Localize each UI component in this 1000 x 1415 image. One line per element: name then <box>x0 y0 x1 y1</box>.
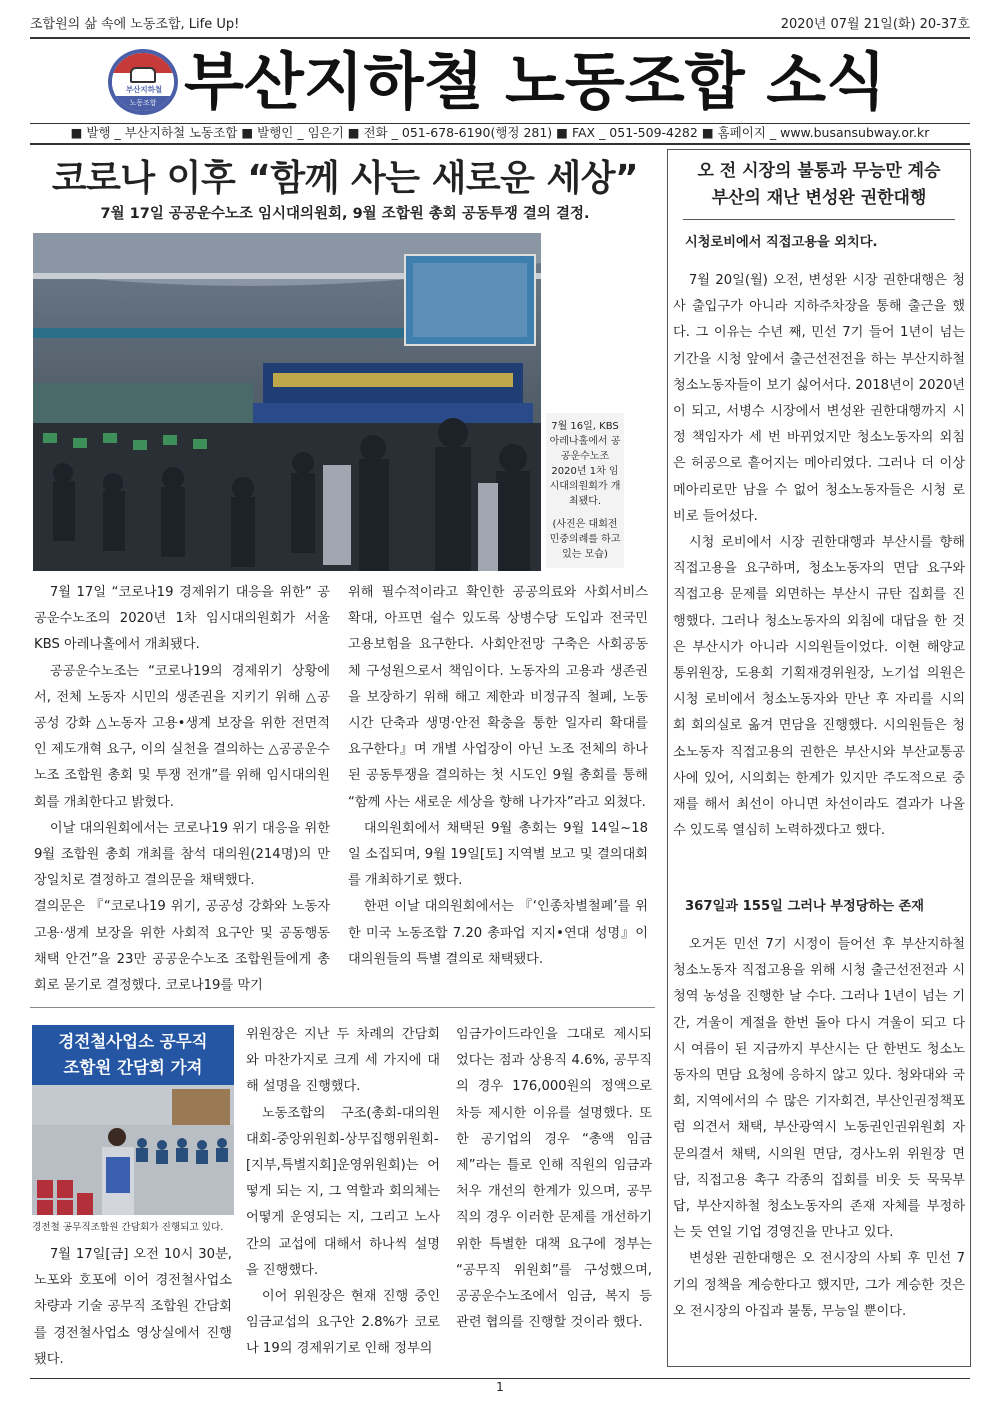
photo-caption: 경전철 공무직조합원 간담회가 진행되고 있다. <box>32 1222 224 1233</box>
side-article-title <box>667 158 971 212</box>
divider <box>30 37 970 39</box>
side-title-line: 오 전 시장의 불통과 무능만 계승 <box>697 161 941 181</box>
paragraph: 위원장은 지난 두 차례의 간담회와 마찬가지로 크게 세 가지에 대해 설명을 진행했다. <box>246 1027 440 1095</box>
main-headline: 코로나 이후 “함께 사는 새로운 세상” <box>51 158 639 199</box>
logo-text: 부산지하철 <box>125 85 163 94</box>
divider <box>683 219 955 220</box>
paragraph: 시청 로비에서 시장 권한대행과 부산시를 향해 직접고용을 요구하며, 청소노동자의 면담 요구와 직접고용 문제를 외면하는 부산시 규탄 집회를 진행했다. 그러나 청소노동자의 외침에 대답을 한 것은 부산시가 아니라 시의원들이었다. 이현 해양교통위원장, 도용회 기획재경위원장, 노기섭 의원은 시청 로비에서 청소노동자와 만난 후 자리를 시의회 회의실로 옮겨 면담을 진행했다. 시의원들은 청소노동자 직접고용의 권한은 부산시와 부산교통공사에 있어, 시의회는 한계가 있지만 주도적으로 중재를 해서 최선이 아니면 차선이라도 결과가 나올 수 있도록 열심히 노력하겠다고 했다. <box>673 535 965 839</box>
side-subheading: 시청로비에서 직접고용을 외치다. <box>685 235 878 250</box>
issue-date: 2020년 07월 21일(화) 20-37호 <box>780 17 970 32</box>
bottom-article-column-1 <box>34 1242 232 1373</box>
paragraph: 이날 대의원회에서는 코로나19 위기 대응을 위한 9월 조합원 총회 개최를 참석 대의원(214명)의 만장일치로 결정하고 결의문을 채택했다. <box>34 820 330 889</box>
side-article-body-2 <box>673 932 965 1325</box>
divider <box>30 1007 655 1008</box>
paragraph: 7월 17일 “코로나19 경제위기 대응을 위한” 공공운수노조의 2020년 1차 임시대의원회가 서울 KBS 아레나홀에서 개최됐다. <box>34 585 330 653</box>
paragraph: 노동조합의 구조(총회-대의원대회-중앙위원회-상무집행위원회-[지부,특별지회]운영위원회)는 어떻게 되는 지, 그 역할과 회의체는 어떻게 운영되는 지, 그리고 노사 간의 교섭에 대해서 하나씩 설명을 진행했다. <box>246 1105 440 1278</box>
meeting-photo <box>32 1085 234 1215</box>
main-article-column-2 <box>348 580 648 973</box>
bottom-title-line: 경전철사업소 공무직 <box>58 1032 208 1051</box>
logo-subtext: 노동조합 <box>112 96 174 111</box>
paragraph: 변성완 권한대행은 오 전시장의 사퇴 후 민선 7기의 정책을 계승한다고 했지만, 그가 계승한 것은 오 전시장의 아집과 불통, 무능일 뿐이다. <box>673 1251 965 1319</box>
paragraph: 7월 17일[금] 오전 10시 30분, 노포와 호포에 이어 경전철사업소 차량과 기술 공무직 조합원 간담회를 경전철사업소 영상실에서 진행됐다. <box>34 1247 232 1367</box>
photo-caption <box>546 413 624 568</box>
paragraph: 위해 필수적이라고 확인한 공공의료와 사회서비스 확대, 아프면 쉴수 있도록 상병수당 도입과 전국민 고용보험을 요구한다. 사회안전망 구축은 사회공동체 구성원으로서 책임이다. 노동자의 고용과 생존권을 보장하기 위해 해고 제한과 비정규직 철폐, 노동시간 단축과 생명·안전 확충을 통한 일자리 확대를 요구한다』며 개별 사업장이 아닌 노조 전체의 하나된 공동투쟁을 결의하는 첫 시도인 9월 총회를 통해 “함께 사는 새로운 세상을 향해 나가자”라고 외쳤다. <box>348 585 648 810</box>
bottom-article-column-3 <box>456 1022 652 1336</box>
paragraph: 이어 위원장은 현재 진행 중인 임금교섭의 요구안 2.8%가 코로나 19의 경제위기로 인해 정부의 <box>246 1289 440 1357</box>
paragraph: 7월 20일(월) 오전, 변성완 시장 권한대행은 청사 출입구가 아니라 지하주차장을 통해 출근을 했다. 그 이유는 수년 째, 민선 7기 들어 1년이 넘는 기간을 시청 앞에서 출근선전전을 하는 부산지하철 청소노동자들이 보기 싫어서다. 2018년이 2020년이 되고, 서병수 시장에서 변성완 권한대행까지 시정 책임자가 세 번 바뀌었지만 청소노동자의 외침은 허공으로 흩어지는 메아리였다. 그러나 더 이상 메아리로만 남을 수 없어 청소노동자들은 시청 로비로 들어섰다. <box>673 273 965 524</box>
bottom-title-line: 조합원 간담회 가져 <box>63 1058 203 1077</box>
main-subhead: 7월 17일 공공운수노조 임시대의원회, 9월 조합원 총회 공동투쟁 결의 결정. <box>100 206 590 222</box>
caption-note: (사진은 대회전 민중의례를 하고 있는 모습) <box>549 519 621 560</box>
main-article-column-1 <box>34 580 330 999</box>
divider <box>30 143 970 145</box>
side-title-line: 부산의 재난 변성완 권한대행 <box>711 188 927 208</box>
side-subheading: 367일과 155일 그러나 부정당하는 존재 <box>685 899 925 914</box>
paragraph: 대의원회에서 채택된 9월 총회는 9월 14일~18일 소집되며, 9월 19일[토] 지역별 보고 및 결의대회를 개최하기로 했다. <box>348 820 648 889</box>
paragraph: 한편 이날 대의원회에서는 『‘인종차별철폐’를 위한 미국 노동조합 7.20 총파업 지지•연대 성명』이 대의원들의 특별 결의로 채택됐다. <box>348 899 648 967</box>
paragraph: 결의문은 『“코로나19 위기, 공공성 강화와 노동자 고용·생계 보장을 위한 사회적 요구안 및 공동행동 채택 안건”을 23만 공공운수노조 조합원들에게 총회로 묻기로 결정했다. 코로나19를 막기 <box>34 899 330 994</box>
slogan: 조합원의 삶 속에 노동조합, Life Up! <box>30 17 240 32</box>
publisher-info: ■ 발행 _ 부산지하철 노동조합 ■ 발행인 _ 임은기 ■ 전화 _ 051-678-6190(행정 281) ■ FAX _ 051-509-4282 ■ 홈페이지 _ www.busansubway.or.kr <box>70 125 930 140</box>
masthead-title: 부산지하철 노동조합 소식 <box>184 45 886 118</box>
bottom-article-title <box>32 1025 234 1085</box>
page-number: 1 <box>496 1380 504 1394</box>
side-article-body-1 <box>673 268 965 844</box>
paragraph: 임금가이드라인을 그대로 제시되었다는 점과 상용직 4.6%, 공무직의 경우 176,000원의 정액으로 차등 제시한 이유를 설명했다. 또한 공기업의 경우 “총액 임금제”라는 틀로 인해 직원의 임금과 처우 개선의 한계가 있으며, 공무직의 경우 이러한 문제를 개선하기 위한 특별한 대책 요구에 정부는 “공무직 위원회”를 구성했으며, 공공운수노조에서 임금, 복지 등 관련 협의를 진행할 것이라 했다. <box>456 1027 652 1331</box>
caption-text: 7월 16일, KBS아레나홀에서 공공운수노조 2020년 1차 임시대의원회가 개최됐다. <box>549 421 621 507</box>
bottom-article-column-2 <box>246 1022 440 1363</box>
paragraph: 공공운수노조는 “코로나19의 경제위기 상황에서, 전체 노동자 시민의 생존권을 지키기 위해 △공공성 강화 △노동자 고용•생계 보장을 위한 전면적인 제도개혁 요구, 이의 실천을 결의하는 △공공운수노조 조합원 총회 및 투쟁 전개”를 위해 임시대의원회를 개최한다고 밝혔다. <box>34 663 330 810</box>
union-logo <box>108 49 178 115</box>
train-icon <box>130 67 156 83</box>
paragraph: 오거돈 민선 7기 시정이 들어선 후 부산지하철 청소노동자 직접고용을 위해 시청 출근선전전과 시청역 농성을 진행한 날 수다. 그러나 1년이 넘는 기간, 겨울이 계절을 한번 돌아 다시 겨울이 되고 다시 여름이 된 지금까지 부산시는 단 한번도 청소노동자의 면담 요청에 응하지 않고 있다. 청와대와 국회, 지역에서의 수 많은 기자회견, 부산인권정책포럼 의견서 채택, 부산광역시 노동권인권위원회 자문의결서 채택, 시의원 면담, 경사노위 위원장 면담, 직접고용 촉구 각종의 집회를 비웃 듯 묵묵부답, 부산지하철 청소노동자의 존재 자체를 부정하는 듯 연일 기업 경영진을 만나고 있다. <box>673 937 965 1241</box>
convention-photo <box>33 233 541 571</box>
